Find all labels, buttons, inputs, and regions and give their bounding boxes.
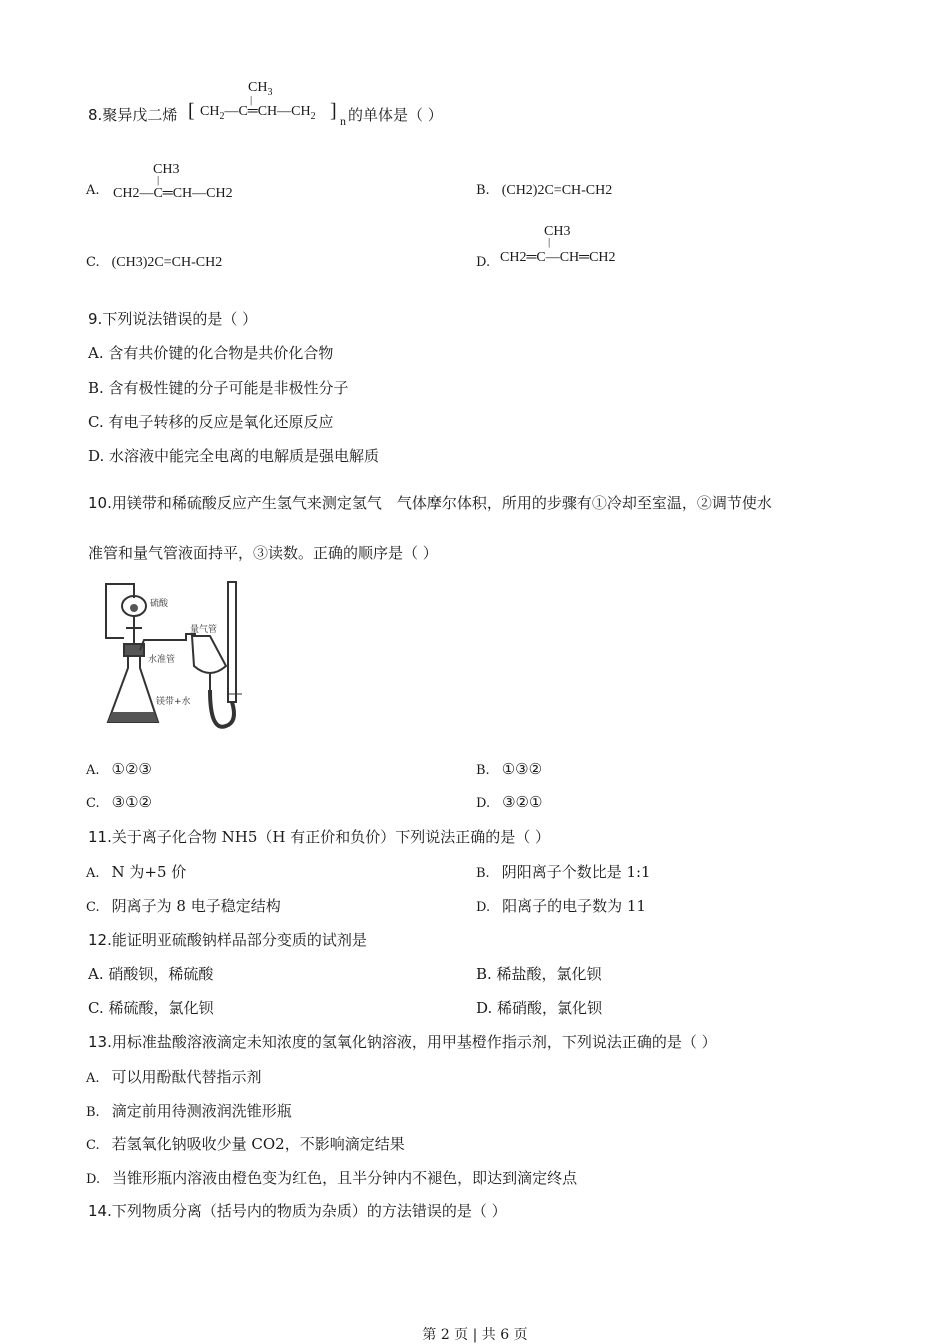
q12-option-a: A. 硝酸钡，稀硫酸 xyxy=(88,965,214,983)
q8-option-c: C. (CH3)2C=CH-CH2 xyxy=(86,255,223,270)
polymer-n: n xyxy=(340,114,346,128)
svg-text:镁带+水: 镁带+水 xyxy=(156,697,191,707)
q12-option-b: B. 稀盐酸，氯化钡 xyxy=(476,965,602,983)
q8-polymer-structure xyxy=(188,80,368,130)
page-footer: 第 2 页 | 共 6 页 xyxy=(422,1327,528,1343)
polymer-ch3: $CH_3$ xyxy=(248,80,273,98)
q10-option-b: B. ①③② xyxy=(476,760,543,778)
q13-stem: 13.用标准盐酸溶液滴定未知浓度的氢氧化钠溶液，用甲基橙作指示剂，下列说法正确的是（ ） xyxy=(88,1033,717,1051)
q9-option-b: B. 含有极性键的分子可能是非极性分子 xyxy=(88,379,349,397)
q13-option-d: D. 当锥形瓶内溶液由橙色变为红色，且半分钟内不褪色，即达到滴定终点 xyxy=(86,1169,578,1187)
q13-option-b: B. 滴定前用待测液润洗锥形瓶 xyxy=(86,1102,292,1120)
q8-option-d: CH3 | CH2═C—CH═CH2 xyxy=(500,224,616,265)
q11-option-a: A. N 为+5 价 xyxy=(86,863,187,881)
q13-option-c: C. 若氢氧化钠吸收少量 CO2，不影响滴定结果 xyxy=(86,1135,405,1153)
q8-option-a: CH3 | CH2—C═CH—CH2 xyxy=(113,162,233,201)
polymer-bond: | xyxy=(250,94,253,106)
q12-stem: 12.能证明亚硫酸钠样品部分变质的试剂是 xyxy=(88,931,367,949)
polymer-chain: $CH_2—C═CH—CH_2$ xyxy=(200,104,316,122)
q9-option-a: A. 含有共价键的化合物是共价化合物 xyxy=(88,344,334,362)
svg-text:硫酸: 硫酸 xyxy=(150,599,169,609)
q10-stem-line2: 准管和量气管液面持平，③读数。正确的顺序是（ ） xyxy=(88,544,438,562)
q10-option-d: D. ③②① xyxy=(476,793,543,811)
q13-option-a: A. 可以用酚酞代替指示剂 xyxy=(86,1068,262,1086)
q14-stem: 14.下列物质分离（括号内的物质为杂质）的方法错误的是（ ） xyxy=(88,1202,507,1220)
q12-option-c: C. 稀硫酸，氯化钡 xyxy=(88,999,214,1017)
q8-stem: 8.聚异戊二烯 xyxy=(88,106,178,124)
q8-option-b: B. (CH2)2C=CH-CH2 xyxy=(476,183,613,198)
q11-stem: 11.关于离子化合物 NH5（H 有正价和负价）下列说法正确的是（ ） xyxy=(88,828,550,846)
q11-option-b: B. 阴阳离子个数比是 1:1 xyxy=(476,863,651,881)
q12-option-d: D. 稀硝酸，氯化钡 xyxy=(476,999,603,1017)
q8-option-a-label: A. xyxy=(86,183,100,198)
q11-option-d: D. 阳离子的电子数为 11 xyxy=(476,897,646,915)
q10-option-a: A. ①②③ xyxy=(86,760,152,778)
polymer-right-bracket: ] xyxy=(330,100,337,122)
q9-option-c: C. 有电子转移的反应是氧化还原反应 xyxy=(88,413,334,431)
q9-option-d: D. 水溶液中能完全电离的电解质是强电解质 xyxy=(88,447,380,465)
svg-text:水准管: 水准管 xyxy=(148,655,176,665)
q9-stem: 9.下列说法错误的是（ ） xyxy=(88,310,258,328)
q11-option-c: C. 阴离子为 8 电子稳定结构 xyxy=(86,897,281,915)
polymer-left-bracket: [ xyxy=(188,100,195,122)
svg-text:量气管: 量气管 xyxy=(190,625,218,635)
q10-option-c: C. ③①② xyxy=(86,793,152,811)
gas-volume-apparatus-figure xyxy=(86,576,256,736)
q10-stem-line1: 10.用镁带和稀硫酸反应产生氢气来测定氢气 气体摩尔体积，所用的步骤有①冷却至室温，②调节使水 xyxy=(88,494,772,512)
q8-option-d-label: D. xyxy=(476,255,491,270)
q8-stem-end: 的单体是（ ） xyxy=(348,106,443,124)
